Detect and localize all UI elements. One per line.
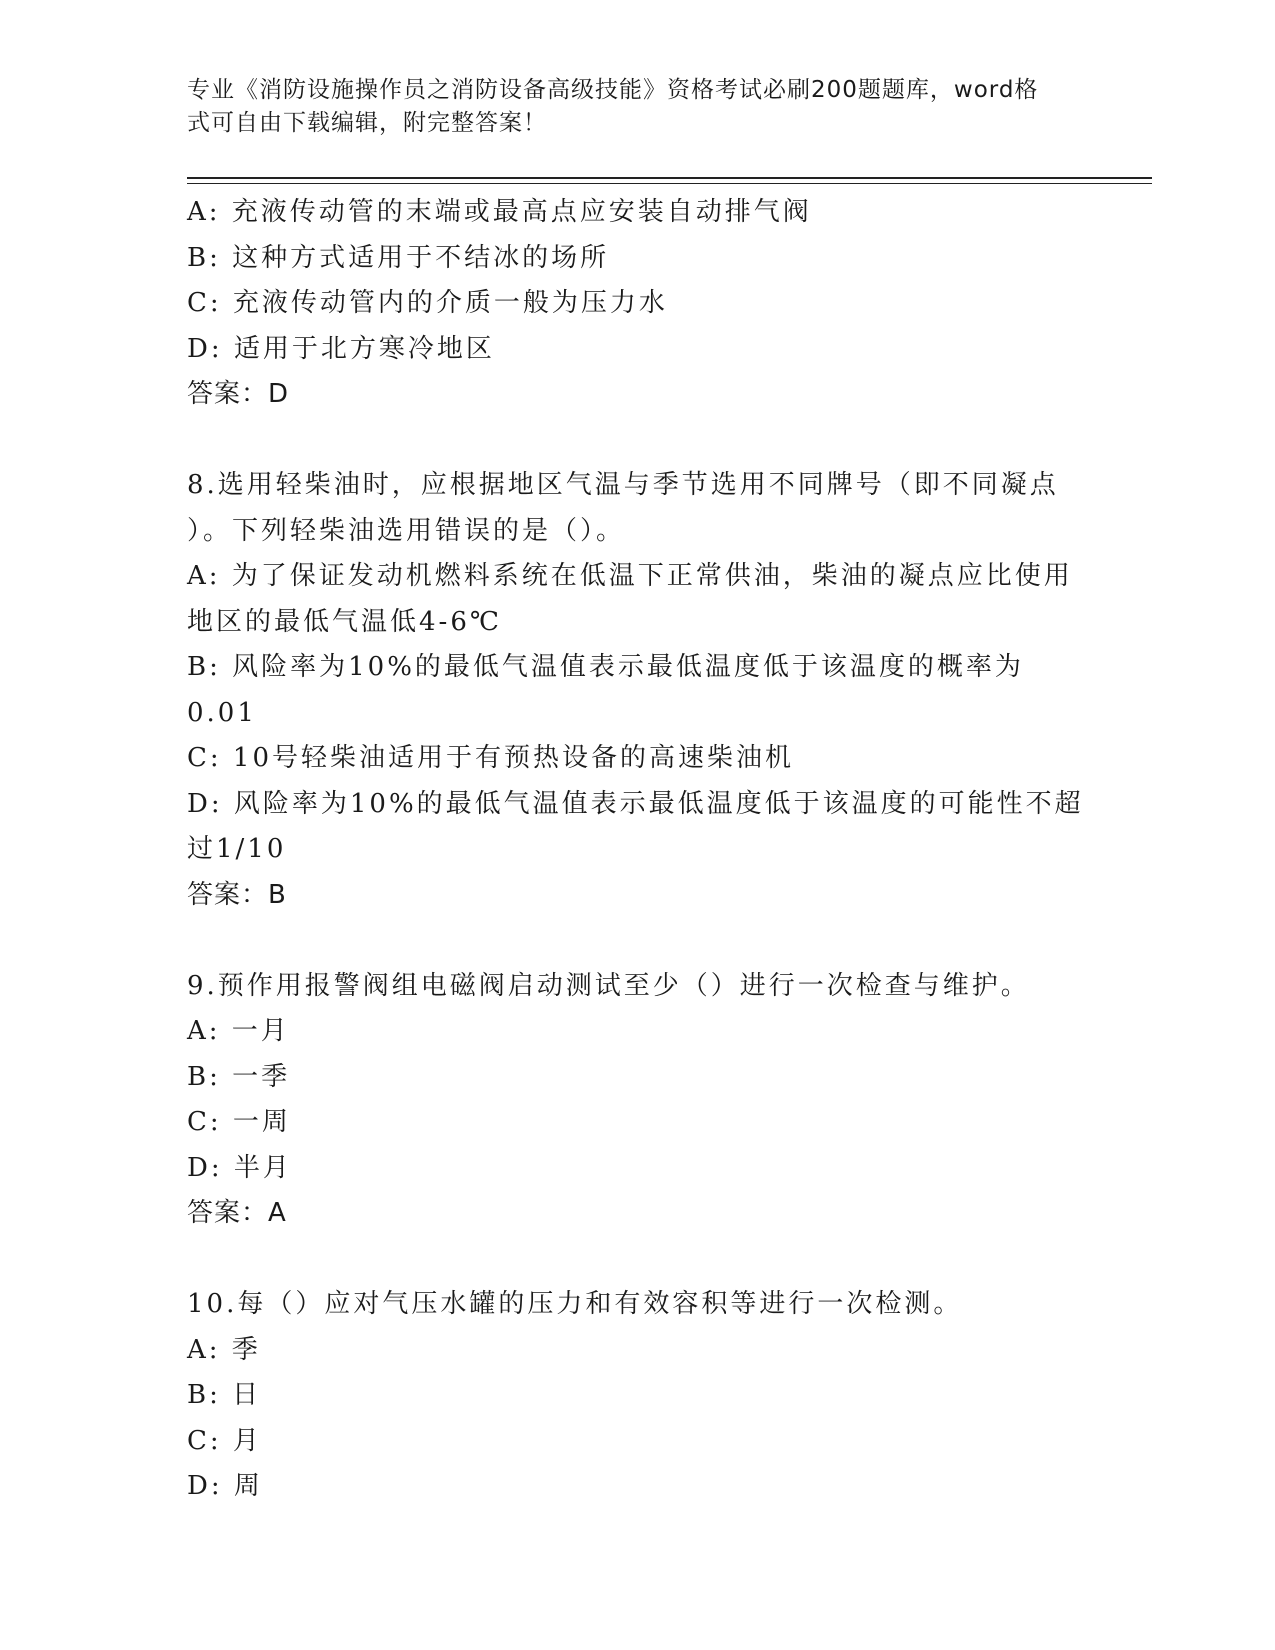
question-8 (187, 463, 1087, 918)
q7-option-a: A: 充液传动管的末端或最高点应安装自动排气阀 (187, 197, 812, 227)
q8-option-b: B: 风险率为10%的最低气温值表示最低温度低于该温度的概率为0.01 (187, 652, 1024, 728)
q8-answer: 答案：B (187, 879, 287, 910)
q8-stem-line-2: ）。下列轻柴油选用错误的是（）。 (187, 515, 626, 546)
document-header (187, 74, 1067, 140)
header-divider-thin (187, 183, 1152, 184)
q9-option-b: B: 一季 (187, 1061, 291, 1092)
question-7 (187, 190, 1087, 418)
q8-option-c: C: 10号轻柴油适用于有预热设备的高速柴油机 (187, 743, 795, 773)
q8-option-d-line-1: D: 风险率为10%的最低气温值表示最低温度低于该温度的可能性不超 (187, 788, 1084, 819)
q8-stem-line-1: 8.选用轻柴油时，应根据地区气温与季节选用不同牌号（即不同凝点 (187, 470, 1059, 500)
q10-option-c: C: 月 (187, 1425, 262, 1456)
q10-option-b: B: 日 (187, 1380, 262, 1410)
spacer (187, 918, 1087, 964)
q9-stem: 9.预作用报警阀组电磁阀启动测试至少（）进行一次检查与维护。 (187, 970, 1030, 1001)
spacer (187, 418, 1087, 464)
spacer (187, 1237, 1087, 1283)
q8-option-d-line-2: 过1/10 (187, 834, 287, 864)
q7-option-d: D: 适用于北方寒冷地区 (187, 333, 495, 364)
q7-option-b: B: 这种方式适用于不结冰的场所 (187, 242, 610, 273)
q8-option-a-line-1: A: 为了保证发动机燃料系统在低温下正常供油，柴油的凝点应比使用 (187, 561, 1073, 591)
q7-option-c: C: 充液传动管内的介质一般为压力水 (187, 288, 668, 318)
q9-option-d: D: 半月 (187, 1152, 292, 1183)
q10-option-d: D: 周 (187, 1471, 263, 1501)
q10-option-a: A: 季 (187, 1334, 261, 1365)
q10-stem: 10.每（）应对气压水罐的压力和有效容积等进行一次检测。 (187, 1289, 963, 1319)
q9-answer: 答案：A (187, 1198, 287, 1228)
q9-option-a: A: 一月 (187, 1016, 290, 1046)
question-10 (187, 1282, 1087, 1510)
header-title-line-2: 式可自由下载编辑，附完整答案！ (187, 110, 547, 136)
q9-option-c: C: 一周 (187, 1107, 291, 1137)
question-content (187, 190, 1087, 1510)
q7-answer: 答案：D (187, 379, 290, 409)
q8-option-a-line-2: 地区的最低气温低4-6℃ (187, 606, 502, 637)
question-9 (187, 964, 1087, 1237)
header-title-line-1: 专业《消防设施操作员之消防设备高级技能》资格考试必刷200题题库，word格 (187, 77, 1039, 103)
header-divider-thick (187, 177, 1152, 179)
